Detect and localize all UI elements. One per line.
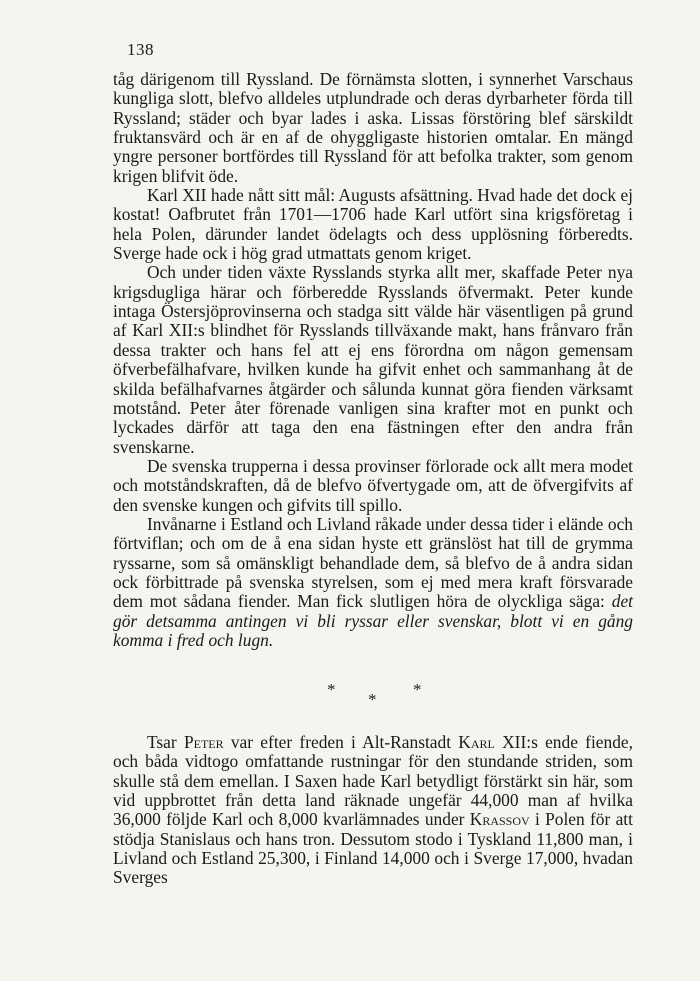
quote: det gör detsamma antingen vi bli ryssar eller svenskar, blott vi en gång komma i fred och lugn. <box>113 591 633 650</box>
name-peter: Peter <box>183 732 224 752</box>
text-fragment: XII:s ende fiende, och båda vidtogo omfattande rustningar för den stundande striden, som skulle stå dem emellan. I Saxen hade Karl betydligt förstärkt sin här, som vid uppbrottet från detta land räknade ungefär 44,000 man af hvilka 36,000 följde Karl och 8,000 kvarlämnades under <box>113 732 633 830</box>
paragraph-2: Karl XII hade nått sitt mål: Augusts afsättning. Hvad hade det dock ej kostat! Oafbrutet från 1701—1706 hade Karl utfört sina krigsföretag i hela Polen, därunder landet ödelagts och dess upplösning förberedts. Sverge hade ock i hög grad utmattats genom kriget. <box>113 185 633 264</box>
paragraph-4: De svenska trupperna i dessa provinser förlorade ock allt mera modet och motståndskraften, då de blefvo öfvertygade om, att de öfvergifvits af den svenske kungen och gifvits till spillo. <box>113 455 633 515</box>
asterisk-2: * <box>413 680 422 699</box>
paragraph-5 <box>113 515 633 650</box>
text-fragment: var efter freden i Alt-Ranstadt <box>230 732 452 752</box>
asterisk-1: * <box>327 680 336 699</box>
name-krassov: Krassov <box>469 809 530 830</box>
main-text <box>113 70 633 650</box>
text-fragment: Tsar <box>147 732 177 752</box>
page-number: 138 <box>127 40 154 59</box>
paragraph-1: tåg därigenom till Ryssland. De förnämsta slotten, i synnerhet Varschaus kungliga slott, blefvo alldeles utplundrade och deras dyrbarheter förda till Ryssland; städer och byar lades i aska. Lissas förstöring blef särskildt fruktansvärd och är en af de ohyggligaste historien omtalar. En mängd yngre personer bortfördes till Ryssland för att befolka trakter, som genom krigen blifvit öde. <box>113 69 633 186</box>
section-2-paragraph <box>113 733 633 888</box>
paragraph-5-text: Invånarne i Estland och Livland råkade under dessa tider i elände och förtviflan; och om de å ena sidan hyste ett gränslöst hat till de grymma ryssarne, som så omänskligt behandlade dem, så blefvo de å andra sidan ock förbittrade på svenska styrelsen, som ej med mera kraft försvarade dem mot sådana fiender. Man fick slutligen höra de olyckliga säga: <box>113 513 633 612</box>
text-fragment: i Polen för att stödja Stanislaus och hans tron. Dessutom stodo i Tyskland 11,800 man, i Livland och Estland 25,300, i Finland 14,000 och i Sverge 17,000, hvadan Sverges <box>113 809 633 888</box>
section-separator <box>113 680 633 710</box>
name-karl: Karl <box>458 732 495 752</box>
paragraph-3: Och under tiden växte Rysslands styrka allt mer, skaffade Peter nya krigsdugliga härar och förberedde Rysslands öfvermakt. Peter kunde intaga Östersjöprovinserna och stadga sitt välde här väsentligen på grund af Karl XII:s blindhet för Rysslands tillväxande makt, hans frånvaro från dessa trakter och hans fel att ej ens förordna om någon gemensam öfverbefälhafvare, hvilken kunde ha gifvit enhet och sammanhang åt de skilda befälhafvarnes åtgärder och sålunda kunnat göra fienden värksamt motstånd. Peter åter förenade vanligen sina krafter mot en punkt och lyckades därför att taga den ena fästningen efter den andra från svenskarne. <box>113 262 633 457</box>
asterisk-3: * <box>368 690 377 709</box>
section-2-text <box>113 733 633 888</box>
